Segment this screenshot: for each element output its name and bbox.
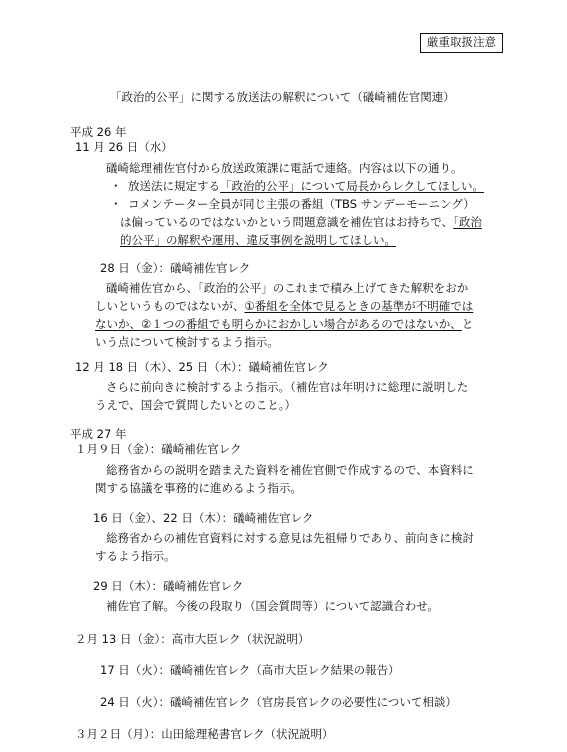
plain-text: と xyxy=(461,317,474,331)
bullet-mark: ・ xyxy=(110,197,122,211)
entry-date-mar2: ３月２日（月）：山田総理秘書官レク（状況説明） xyxy=(75,727,334,741)
underlined-text: 「政治 xyxy=(453,215,482,229)
bullet-mark: ・ xyxy=(110,179,122,193)
underlined-text: ①番組を全体で見るときの基準が不明確では xyxy=(244,299,474,313)
entry-text: 補佐官了解。今後の段取り（国会質問等）について認識合わせ。 xyxy=(106,599,439,613)
entry-text: さらに前向きに検討するよう指示。（補佐官は年明けに総理に説明した xyxy=(106,380,469,394)
plain-text: しいというものではないが、 xyxy=(95,299,245,313)
confidential-stamp: 厳重取扱注意 xyxy=(420,33,503,53)
entry-text: するよう指示。 xyxy=(95,549,176,563)
entry-date-jan29: 29 日（木）：礒崎補佐官レク xyxy=(93,579,244,593)
underlined-text: ないか、②１つの番組でも明らかにおかしい場合があるのではないか、 xyxy=(95,317,462,331)
document-title: 「政治的公平」に関する放送法の解釈について（礒崎補佐官関連） xyxy=(110,90,455,104)
entry-text: 礒崎総理補佐官付から放送政策課に電話で連絡。内容は以下の通り。 xyxy=(106,161,463,175)
entry-text: うえで、国会で質問したいとのこと。） xyxy=(95,398,297,412)
bullet-item xyxy=(110,180,484,194)
entry-text: 総務省からの補佐官資料に対する意見は先祖帰りであり、前向きに検討 xyxy=(106,531,474,545)
year-heading-h26: 平成 26 年 xyxy=(70,125,127,139)
entry-text: 関する協議を事務的に進めるよう指示。 xyxy=(95,481,302,495)
entry-text: 総務省からの説明を踏まえた資料を補佐官側で作成するので、本資料に xyxy=(106,463,474,477)
bullet-continuation xyxy=(120,234,396,248)
entry-date-nov26: 11 月 26 日（水） xyxy=(75,140,173,154)
underlined-text: 「政治的公平」について局長からレクしてほしい。 xyxy=(220,179,485,193)
year-heading-h27: 平成 27 年 xyxy=(70,427,127,441)
entry-date-jan9: １月９日（金）：礒崎補佐官レク xyxy=(75,442,242,456)
bullet-text: は偏っているのではないかという問題意識を補佐官はお持ちで、 xyxy=(120,215,454,229)
underlined-text: 的公平」の解釈や運用、違反事例を説明してほしい。 xyxy=(120,233,396,247)
entry-date-feb13: ２月 13 日（金）：高市大臣レク（状況説明） xyxy=(75,632,310,646)
entry-date-nov28: 28 日（金）：礒崎補佐官レク xyxy=(100,261,251,275)
entry-date-feb24: 24 日（火）：礒崎補佐官レク（官房長官レクの必要性について相談） xyxy=(100,695,457,709)
bullet-item xyxy=(110,198,475,212)
entry-date-feb17: 17 日（火）：礒崎補佐官レク（高市大臣レク結果の報告） xyxy=(100,663,400,677)
entry-text: 礒崎補佐官から、「政治的公平」のこれまで積み上げてきた解釈をおか xyxy=(106,281,469,295)
entry-date-jan16: 16 日（金）、22 日（木）：礒崎補佐官レク xyxy=(93,511,314,525)
entry-text: いう点について検討するよう指示。 xyxy=(95,335,279,349)
entry-date-dec: 12 月 18 日（木）、25 日（木）：礒崎補佐官レク xyxy=(75,360,329,374)
bullet-text: 放送法に規定する xyxy=(128,179,220,193)
bullet-continuation xyxy=(120,216,482,230)
entry-text xyxy=(95,318,473,332)
bullet-text: コメンテーター全員が同じ主張の番組（TBS サンデーモーニング） xyxy=(128,197,475,211)
entry-text xyxy=(95,300,473,314)
